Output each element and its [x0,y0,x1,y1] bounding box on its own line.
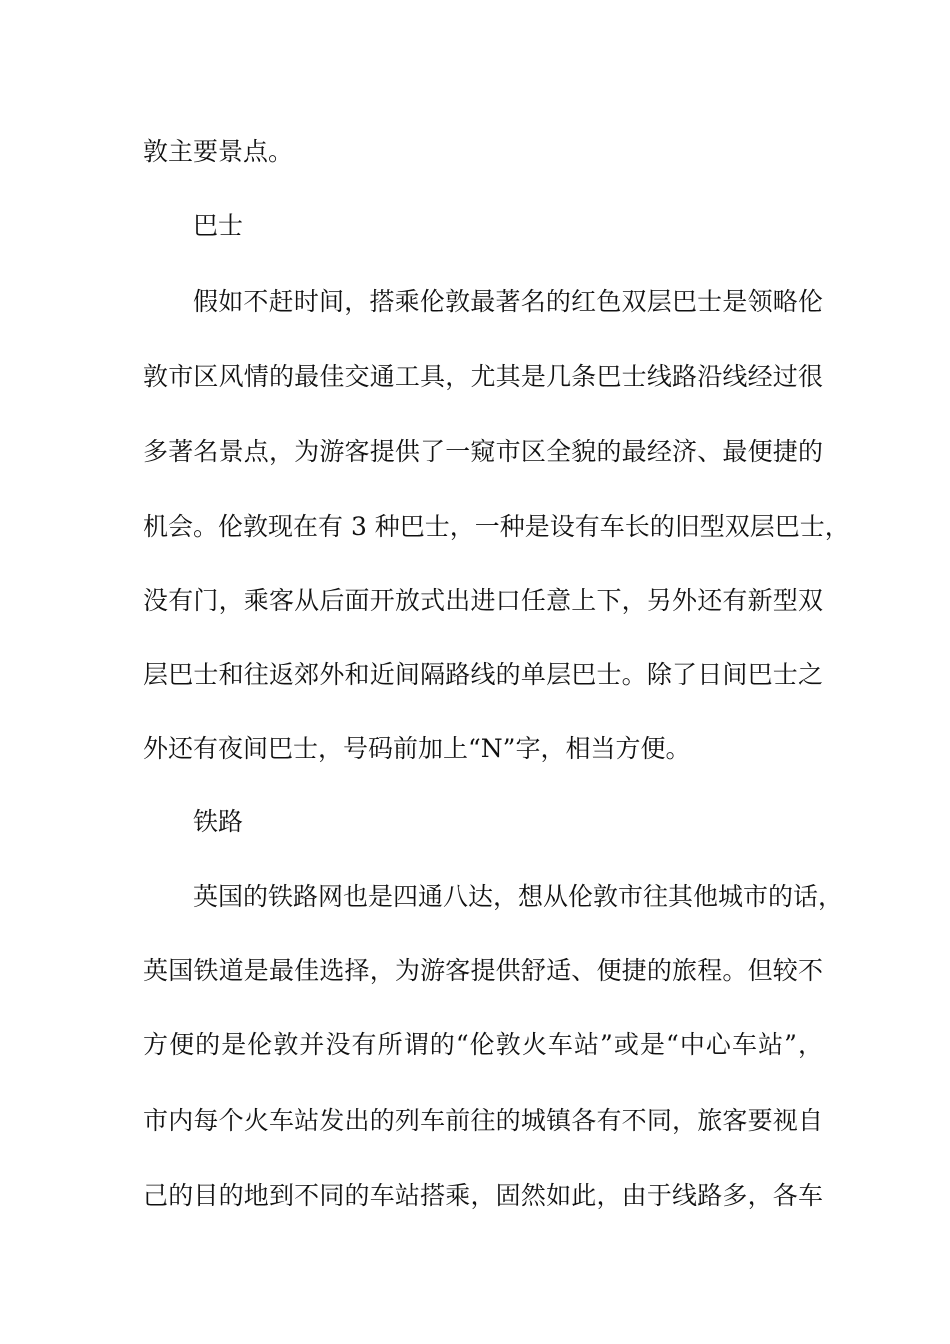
paragraph-line: 市内每个火车站发出的列车前往的城镇各有不同，旅客要视自 [143,1106,823,1135]
paragraph-line: 敦市区风情的最佳交通工具，尤其是几条巴士线路沿线经过很 [143,362,823,391]
section-heading-bus: 巴士 [193,211,244,240]
paragraph-line: 假如不赶时间，搭乘伦敦最著名的红色双层巴士是领略伦 [193,287,823,316]
paragraph-line: 多著名景点，为游客提供了一窥市区全貌的最经济、最便捷的 [143,437,823,466]
paragraph-line: 机会。伦敦现在有 3 种巴士，一种是设有车长的旧型双层巴士， [143,512,850,541]
paragraph-line: 方便的是伦敦并没有所谓的“伦敦火车站”或是“中心车站”， [143,1030,823,1059]
paragraph-line: 敦主要景点。 [143,137,294,166]
paragraph-line: 英国铁道是最佳选择，为游客提供舒适、便捷的旅程。但较不 [143,956,823,985]
section-heading-railway: 铁路 [193,807,244,836]
paragraph-line: 没有门，乘客从后面开放式出进口任意上下，另外还有新型双 [143,586,823,615]
paragraph-line: 英国的铁路网也是四通八达，想从伦敦市往其他城市的话， [193,882,844,911]
paragraph-line: 外还有夜间巴士，号码前加上“N”字，相当方便。 [143,734,691,763]
paragraph-line: 层巴士和往返郊外和近间隔路线的单层巴士。除了日间巴士之 [143,660,823,689]
paragraph-line: 己的目的地到不同的车站搭乘，固然如此，由于线路多，各车 [143,1181,823,1210]
